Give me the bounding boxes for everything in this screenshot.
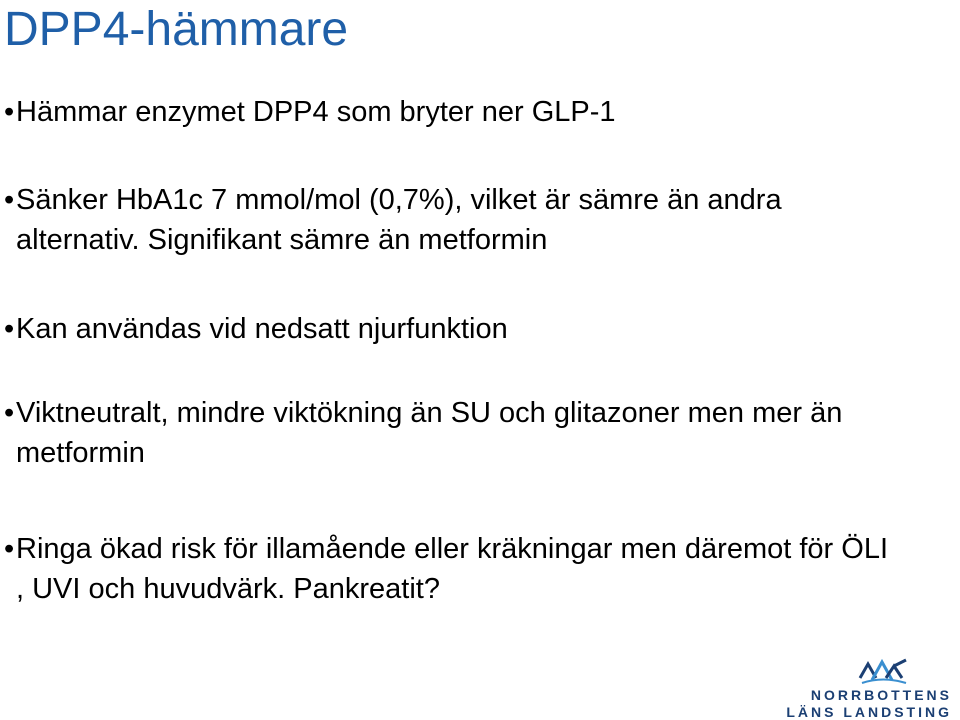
bullet-item — [4, 92, 904, 132]
bullet-item — [4, 393, 904, 473]
bullet-item — [4, 180, 904, 260]
norrbotten-logo — [786, 656, 956, 720]
bullet-item — [4, 529, 904, 609]
slide-title: DPP4-hämmare — [4, 3, 349, 56]
bullet-marker: • — [4, 533, 15, 565]
bullet-marker: • — [4, 184, 15, 216]
bullet-marker: • — [4, 96, 15, 128]
bullet-marker: • — [4, 397, 15, 429]
bullet-text: Sänker HbA1c 7 mmol/mol (0,7%), vilket är sämre än andra alternativ. Signifikant sämre än metformin — [16, 184, 782, 256]
norrbotten-logo-mark-icon — [858, 656, 908, 686]
bullet-marker: • — [4, 313, 15, 345]
bullet-text: Ringa ökad risk för illamående eller kräkningar men däremot för ÖLI , UVI och huvudvärk. Pankreatit? — [16, 533, 889, 605]
bullet-text: Kan användas vid nedsatt njurfunktion — [16, 313, 508, 345]
bullet-text: Viktneutralt, mindre viktökning än SU och glitazoner men mer än metformin — [16, 397, 843, 469]
logo-text-line2: LÄNS LANDSTING — [786, 704, 952, 720]
bullet-item — [4, 309, 904, 349]
logo-text-line1: NORRBOTTENS — [810, 687, 952, 703]
bullet-text: Hämmar enzymet DPP4 som bryter ner GLP-1 — [16, 96, 616, 128]
